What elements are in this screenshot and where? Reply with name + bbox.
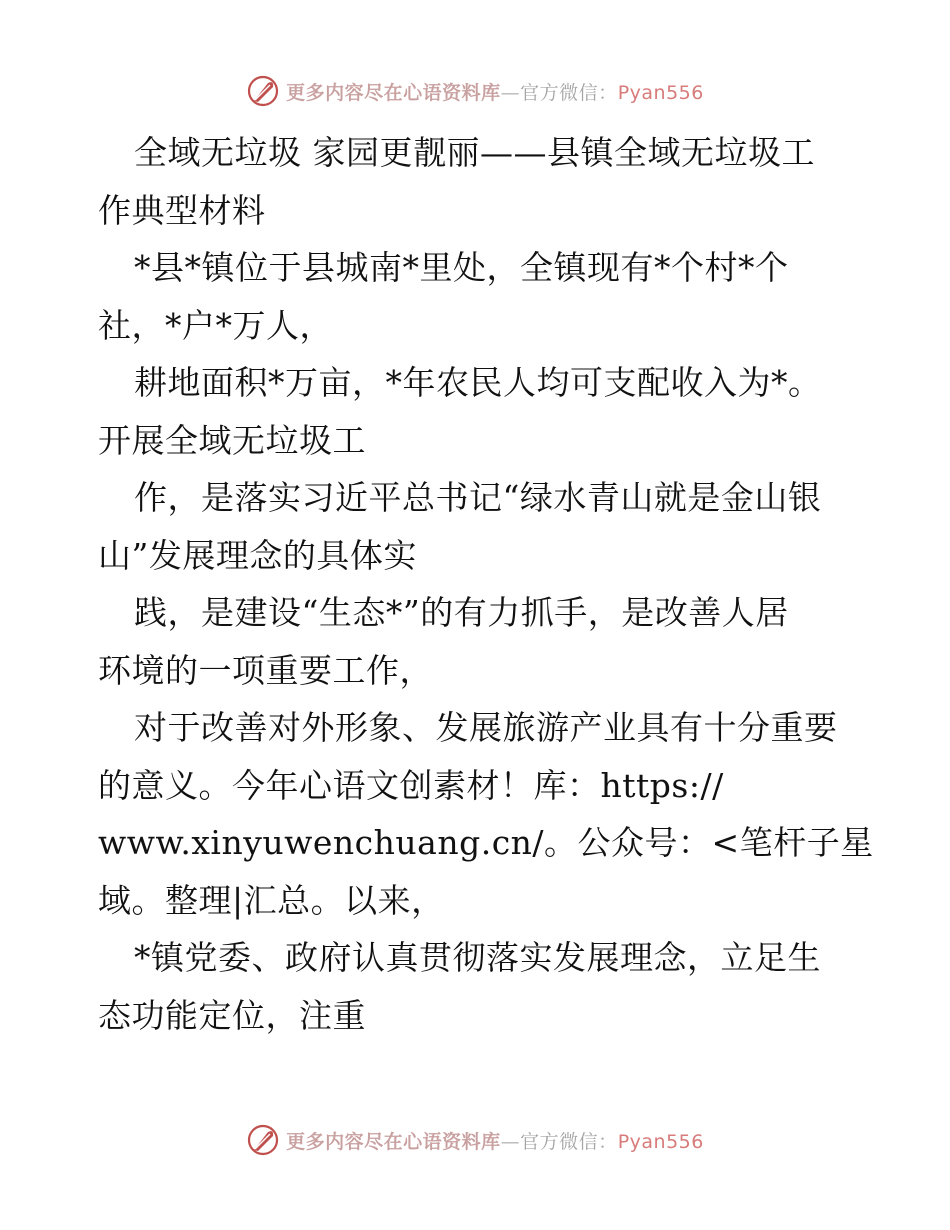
banner-content bbox=[246, 1123, 704, 1157]
quill-pen-logo-icon bbox=[246, 74, 280, 108]
text-line: www.xinyuwenchuang.cn/。公众号：<笔杆子星 bbox=[98, 823, 874, 862]
document-body bbox=[98, 124, 874, 1044]
text-line: 的意义。今年心语文创素材！库：https:// bbox=[98, 765, 724, 805]
banner-text bbox=[286, 1127, 704, 1154]
banner-wechat-id: Pyan556 bbox=[617, 1130, 704, 1153]
text-line: *镇党委、政府认真贯彻落实发展理念，立足生 bbox=[134, 938, 821, 977]
text-line: 耕地面积*万亩，*年农民人均可支配收入为*。 bbox=[134, 363, 822, 402]
banner-lead-text: 更多内容尽在心语资料库 bbox=[286, 81, 501, 104]
text-line: 环境的一项重要工作， bbox=[98, 650, 433, 690]
text-line: *县*镇位于县城南*里处，全镇现有*个村*个 bbox=[134, 248, 789, 287]
banner-content bbox=[246, 74, 704, 108]
text-line: 践，是建设“生态*”的有力抓手，是改善人居 bbox=[134, 593, 789, 632]
banner-lead-text: 更多内容尽在心语资料库 bbox=[286, 1130, 501, 1153]
text-line: 社，*户*万人， bbox=[98, 305, 333, 345]
text-line: 全域无垃圾 家园更靓丽——县镇全域无垃圾工 bbox=[134, 133, 815, 172]
banner-separator: — bbox=[500, 81, 521, 104]
header-watermark-banner bbox=[0, 71, 950, 111]
text-line: 作典型材料 bbox=[98, 190, 266, 230]
text-line: 山”发展理念的具体实 bbox=[98, 535, 417, 575]
text-line: 对于改善对外形象、发展旅游产业具有十分重要 bbox=[134, 708, 838, 747]
text-line: 作，是落实习近平总书记“绿水青山就是金山银 bbox=[134, 478, 822, 517]
quill-pen-logo-icon bbox=[246, 1123, 280, 1157]
footer-watermark-banner bbox=[0, 1120, 950, 1160]
banner-wechat-id: Pyan556 bbox=[617, 81, 704, 104]
text-line: 开展全域无垃圾工 bbox=[98, 420, 366, 460]
banner-separator: — bbox=[500, 1130, 521, 1153]
text-line: 域。整理|汇总。以来， bbox=[98, 880, 445, 920]
text-line: 态功能定位，注重 bbox=[98, 995, 366, 1035]
banner-wechat-label: 官方微信： bbox=[520, 1130, 618, 1153]
banner-wechat-label: 官方微信： bbox=[520, 81, 618, 104]
banner-text bbox=[286, 78, 704, 105]
